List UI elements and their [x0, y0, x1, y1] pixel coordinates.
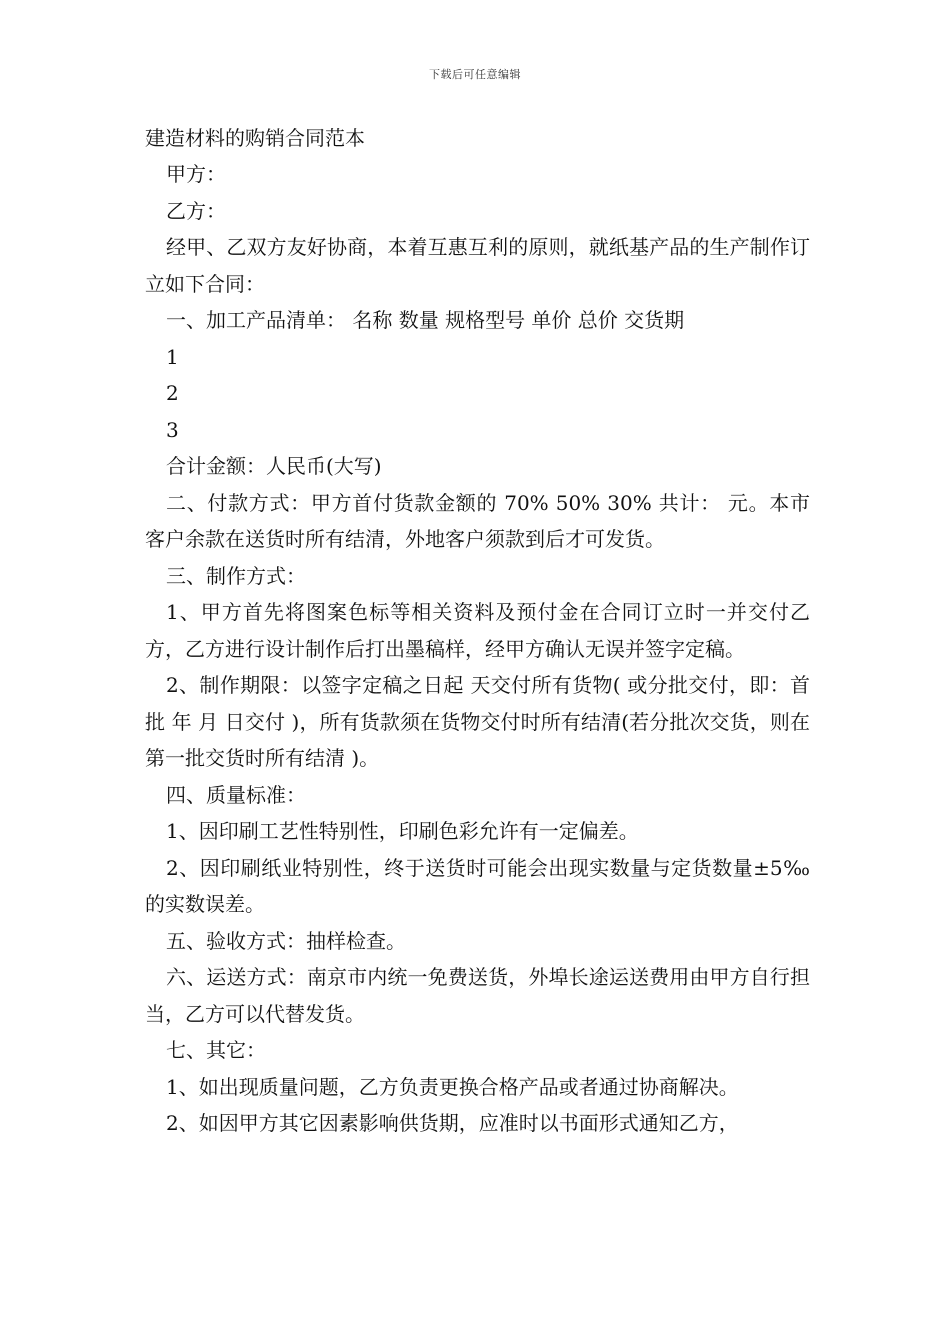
- section-7-item-1: 1、如出现质量问题，乙方负责更换合格产品或者通过协商解决。: [166, 1074, 739, 1099]
- section-3-item-1: 1、甲方首先将图案色标等相关资料及预付金在合同订立时一并交付乙方，乙方进行设计制作后打出墨稿样，经甲方确认无误并签字定稿。: [145, 600, 810, 661]
- section-4-item-1: 1、因印刷工艺性特别性，印刷色彩允许有一定偏差。: [166, 819, 639, 843]
- section-1-heading: 一、加工产品清单： 名称 数量 规格型号 单价 总价 交货期: [166, 308, 685, 332]
- party-b-line: 乙方：: [166, 198, 226, 223]
- document-body: [145, 120, 810, 1142]
- total-amount-line: 合计金额：人民币(大写): [166, 454, 382, 478]
- product-row-1: 1: [166, 344, 179, 369]
- document-title: 建造材料的购销合同范本: [145, 126, 365, 150]
- section-2-payment: 二、付款方式：甲方首付货款金额的 70% 50% 30% 共计： 元。本市客户余款在送货时所有结清，外地客户须款到后才可发货。: [145, 490, 810, 551]
- product-row-2: 2: [166, 381, 179, 405]
- page-header: 下载后可任意编辑: [429, 68, 521, 81]
- section-3-item-2: 2、制作期限：以签字定稿之日起 天交付所有货物( 或分批交付，即：首批 年 月 日交付 )，所有货款须在货物交付时所有结清(若分批次交货，则在第一批交货时所有结清 )。: [145, 673, 810, 770]
- section-6-shipping: 六、运送方式：南京市内统一免费送货，外埠长途运送费用由甲方自行担当，乙方可以代替发货。: [145, 965, 810, 1026]
- section-3-heading: 三、制作方式：: [166, 563, 306, 588]
- intro-paragraph: 经甲、乙双方友好协商，本着互惠互利的原则，就纸基产品的生产制作订立如下合同：: [145, 235, 810, 296]
- party-a-line: 甲方：: [166, 162, 226, 186]
- section-4-item-2: 2、因印刷纸业特别性，终于送货时可能会出现实数量与定货数量±5‰的实数误差。: [145, 855, 810, 916]
- product-row-3: 3: [166, 417, 179, 442]
- section-5-inspection: 五、验收方式：抽样检查。: [166, 928, 406, 953]
- section-7-heading: 七、其它：: [166, 1038, 266, 1062]
- section-7-item-2: 2、如因甲方其它因素影响供货期，应准时以书面形式通知乙方，: [166, 1111, 739, 1135]
- section-4-heading: 四、质量标准：: [166, 782, 306, 807]
